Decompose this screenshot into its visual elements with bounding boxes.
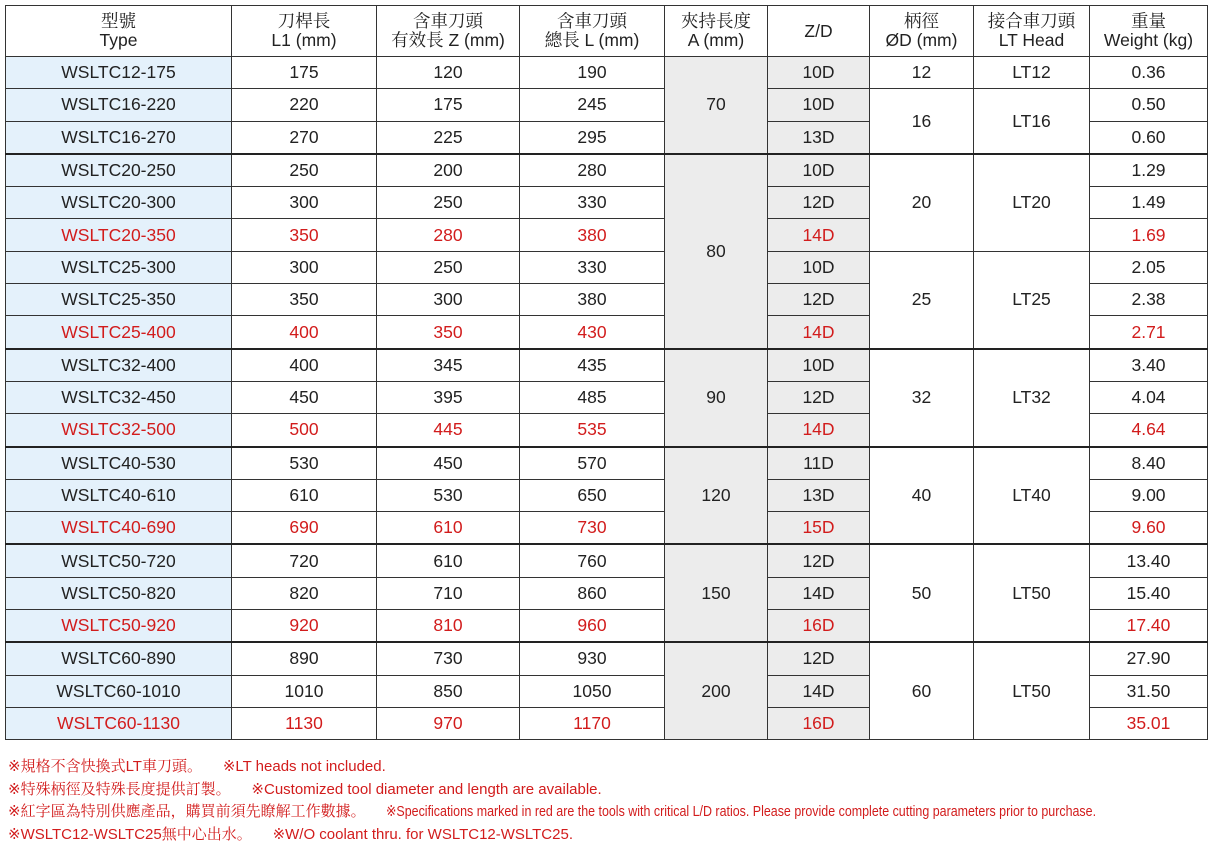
l1-cell: 690	[232, 512, 377, 545]
diameter-cell: 25	[870, 251, 974, 348]
note-spacer	[202, 758, 223, 775]
weight-cell: 9.60	[1090, 512, 1208, 545]
type-cell: WSLTC32-400	[6, 349, 232, 382]
lt-head-cell: LT32	[974, 349, 1090, 447]
type-cell: WSLTC50-820	[6, 577, 232, 609]
type-cell: WSLTC40-690	[6, 512, 232, 545]
weight-cell: 17.40	[1090, 610, 1208, 643]
weight-cell: 27.90	[1090, 642, 1208, 675]
type-cell: WSLTC60-1130	[6, 707, 232, 739]
header-cell	[1090, 6, 1208, 57]
type-cell: WSLTC12-175	[6, 57, 232, 89]
l-cell: 730	[520, 512, 665, 545]
weight-cell: 4.04	[1090, 381, 1208, 413]
zd-cell: 14D	[768, 219, 870, 251]
l1-cell: 270	[232, 121, 377, 154]
l-cell: 570	[520, 447, 665, 480]
header-zh: 含車刀頭	[557, 11, 627, 31]
l-cell: 245	[520, 89, 665, 121]
z-cell: 730	[377, 642, 520, 675]
z-cell: 225	[377, 121, 520, 154]
zd-cell: 10D	[768, 251, 870, 283]
l-cell: 330	[520, 187, 665, 219]
note-line	[8, 824, 1218, 847]
type-cell: WSLTC25-350	[6, 284, 232, 316]
z-cell: 450	[377, 447, 520, 480]
note-spacer	[366, 803, 387, 820]
type-cell: WSLTC20-250	[6, 154, 232, 187]
z-cell: 120	[377, 57, 520, 89]
l1-cell: 400	[232, 349, 377, 382]
table-row	[6, 89, 1208, 121]
header-cell	[665, 6, 768, 57]
header-en: ØD (mm)	[885, 30, 958, 50]
note-spacer	[231, 781, 252, 798]
type-cell: WSLTC25-300	[6, 251, 232, 283]
l-cell: 930	[520, 642, 665, 675]
weight-cell: 3.40	[1090, 349, 1208, 382]
zd-cell: 13D	[768, 479, 870, 511]
note-line	[8, 756, 1218, 779]
type-cell: WSLTC16-220	[6, 89, 232, 121]
spec-table	[5, 5, 1208, 740]
l-cell: 760	[520, 544, 665, 577]
weight-cell: 4.64	[1090, 414, 1208, 447]
lt-head-cell: LT50	[974, 642, 1090, 739]
diameter-cell: 20	[870, 154, 974, 251]
header-en: A (mm)	[687, 30, 745, 50]
header-cell	[870, 6, 974, 57]
weight-cell: 0.60	[1090, 121, 1208, 154]
footnotes	[8, 756, 1218, 846]
diameter-cell: 16	[870, 89, 974, 154]
weight-cell: 0.50	[1090, 89, 1208, 121]
l1-cell: 175	[232, 57, 377, 89]
a-cell: 200	[665, 642, 768, 739]
l1-cell: 350	[232, 219, 377, 251]
weight-cell: 0.36	[1090, 57, 1208, 89]
header-zh: 夾持長度	[681, 11, 751, 31]
l1-cell: 300	[232, 187, 377, 219]
table-row	[6, 251, 1208, 283]
l-cell: 650	[520, 479, 665, 511]
zd-cell: 12D	[768, 187, 870, 219]
type-cell: WSLTC50-920	[6, 610, 232, 643]
header-cell	[6, 6, 232, 57]
z-cell: 710	[377, 577, 520, 609]
diameter-cell: 50	[870, 544, 974, 642]
zd-cell: 12D	[768, 381, 870, 413]
note-en: ※Specifications marked in red are the tools with critical L/D ratios. Please provide complete cutting parameters prior to purchase.	[386, 803, 1097, 820]
z-cell: 350	[377, 316, 520, 349]
z-cell: 850	[377, 675, 520, 707]
weight-cell: 15.40	[1090, 577, 1208, 609]
type-cell: WSLTC20-300	[6, 187, 232, 219]
table-row	[6, 57, 1208, 89]
l1-cell: 530	[232, 447, 377, 480]
z-cell: 395	[377, 381, 520, 413]
zd-cell: 13D	[768, 121, 870, 154]
l1-cell: 450	[232, 381, 377, 413]
header-row	[6, 6, 1208, 57]
l-cell: 190	[520, 57, 665, 89]
table-header	[6, 6, 1208, 57]
note-en: ※LT heads not included.	[222, 758, 386, 775]
type-cell: WSLTC32-500	[6, 414, 232, 447]
lt-head-cell: LT40	[974, 447, 1090, 545]
lt-head-cell: LT12	[974, 57, 1090, 89]
zd-cell: 14D	[768, 414, 870, 447]
note-line	[8, 801, 1218, 824]
l1-cell: 1130	[232, 707, 377, 739]
a-cell: 120	[665, 447, 768, 545]
zd-cell: 12D	[768, 284, 870, 316]
diameter-cell: 60	[870, 642, 974, 739]
header-en: 有效長 Z (mm)	[391, 30, 505, 50]
l1-cell: 820	[232, 577, 377, 609]
type-cell: WSLTC16-270	[6, 121, 232, 154]
z-cell: 280	[377, 219, 520, 251]
weight-cell: 31.50	[1090, 675, 1208, 707]
header-cell	[232, 6, 377, 57]
a-cell: 90	[665, 349, 768, 447]
weight-cell: 13.40	[1090, 544, 1208, 577]
lt-head-cell: LT50	[974, 544, 1090, 642]
l1-cell: 300	[232, 251, 377, 283]
header-zh: 接合車刀頭	[987, 11, 1076, 31]
table-row	[6, 447, 1208, 480]
type-cell: WSLTC40-530	[6, 447, 232, 480]
l-cell: 380	[520, 284, 665, 316]
note-zh: ※規格不含快換式LT車刀頭。	[8, 758, 202, 775]
l-cell: 430	[520, 316, 665, 349]
z-cell: 250	[377, 187, 520, 219]
table-row	[6, 349, 1208, 382]
l1-cell: 220	[232, 89, 377, 121]
table-row	[6, 642, 1208, 675]
zd-cell: 12D	[768, 544, 870, 577]
zd-cell: 15D	[768, 512, 870, 545]
z-cell: 300	[377, 284, 520, 316]
diameter-cell: 40	[870, 447, 974, 545]
note-zh: ※特殊柄徑及特殊長度提供訂製。	[8, 780, 231, 798]
l1-cell: 400	[232, 316, 377, 349]
weight-cell: 1.69	[1090, 219, 1208, 251]
zd-cell: 12D	[768, 642, 870, 675]
l1-cell: 890	[232, 642, 377, 675]
zd-cell: 14D	[768, 675, 870, 707]
l-cell: 295	[520, 121, 665, 154]
l-cell: 380	[520, 219, 665, 251]
table-row	[6, 154, 1208, 187]
zd-cell: 16D	[768, 610, 870, 643]
header-en: Weight (kg)	[1103, 30, 1194, 50]
note-line	[8, 779, 1218, 802]
z-cell: 970	[377, 707, 520, 739]
header-cell	[520, 6, 665, 57]
header-cell	[768, 6, 870, 57]
weight-cell: 1.49	[1090, 187, 1208, 219]
a-cell: 80	[665, 154, 768, 349]
header-cell	[377, 6, 520, 57]
type-cell: WSLTC25-400	[6, 316, 232, 349]
weight-cell: 8.40	[1090, 447, 1208, 480]
zd-cell: 10D	[768, 154, 870, 187]
note-zh: ※紅字區為特別供應產品，購買前須先瞭解工作數據。	[8, 803, 366, 820]
header-zh: 含車刀頭	[413, 11, 483, 31]
zd-cell: 11D	[768, 447, 870, 480]
table-row	[6, 544, 1208, 577]
weight-cell: 35.01	[1090, 707, 1208, 739]
l-cell: 280	[520, 154, 665, 187]
diameter-cell: 12	[870, 57, 974, 89]
type-cell: WSLTC50-720	[6, 544, 232, 577]
type-cell: WSLTC60-1010	[6, 675, 232, 707]
z-cell: 175	[377, 89, 520, 121]
header-zh: 刀桿長	[277, 11, 331, 31]
note-spacer	[252, 826, 273, 843]
lt-head-cell: LT25	[974, 251, 1090, 348]
l1-cell: 720	[232, 544, 377, 577]
note-en: ※Customized tool diameter and length are available.	[251, 780, 602, 798]
header-en: L1 (mm)	[271, 30, 337, 50]
z-cell: 200	[377, 154, 520, 187]
l-cell: 435	[520, 349, 665, 382]
z-cell: 250	[377, 251, 520, 283]
header-zh: 柄徑	[904, 11, 939, 31]
z-cell: 445	[377, 414, 520, 447]
header-zh: 重量	[1131, 11, 1166, 31]
type-cell: WSLTC32-450	[6, 381, 232, 413]
type-cell: WSLTC20-350	[6, 219, 232, 251]
header-en: LT Head	[998, 30, 1065, 50]
weight-cell: 9.00	[1090, 479, 1208, 511]
header-cell	[974, 6, 1090, 57]
l-cell: 330	[520, 251, 665, 283]
l-cell: 485	[520, 381, 665, 413]
zd-cell: 14D	[768, 316, 870, 349]
l1-cell: 500	[232, 414, 377, 447]
l-cell: 960	[520, 610, 665, 643]
table-body	[6, 57, 1208, 740]
l-cell: 1050	[520, 675, 665, 707]
l1-cell: 250	[232, 154, 377, 187]
zd-cell: 10D	[768, 349, 870, 382]
note-zh: ※WSLTC12-WSLTC25無中心出水。	[8, 825, 252, 843]
l1-cell: 920	[232, 610, 377, 643]
diameter-cell: 32	[870, 349, 974, 447]
a-cell: 150	[665, 544, 768, 642]
header-en: Type	[99, 30, 138, 50]
header-zh: 型號	[101, 11, 136, 31]
header-en: 總長 L (mm)	[544, 30, 640, 50]
l-cell: 535	[520, 414, 665, 447]
zd-cell: 14D	[768, 577, 870, 609]
type-cell: WSLTC40-610	[6, 479, 232, 511]
l1-cell: 610	[232, 479, 377, 511]
weight-cell: 2.71	[1090, 316, 1208, 349]
lt-head-cell: LT16	[974, 89, 1090, 154]
l1-cell: 1010	[232, 675, 377, 707]
zd-cell: 10D	[768, 89, 870, 121]
a-cell: 70	[665, 57, 768, 154]
z-cell: 345	[377, 349, 520, 382]
z-cell: 810	[377, 610, 520, 643]
l-cell: 1170	[520, 707, 665, 739]
weight-cell: 2.05	[1090, 251, 1208, 283]
zd-cell: 10D	[768, 57, 870, 89]
z-cell: 610	[377, 512, 520, 545]
z-cell: 610	[377, 544, 520, 577]
note-en: ※W/O coolant thru. for WSLTC12-WSLTC25.	[272, 825, 573, 843]
type-cell: WSLTC60-890	[6, 642, 232, 675]
lt-head-cell: LT20	[974, 154, 1090, 251]
zd-cell: 16D	[768, 707, 870, 739]
z-cell: 530	[377, 479, 520, 511]
weight-cell: 2.38	[1090, 284, 1208, 316]
l1-cell: 350	[232, 284, 377, 316]
l-cell: 860	[520, 577, 665, 609]
header-en: Z/D	[804, 20, 833, 41]
weight-cell: 1.29	[1090, 154, 1208, 187]
